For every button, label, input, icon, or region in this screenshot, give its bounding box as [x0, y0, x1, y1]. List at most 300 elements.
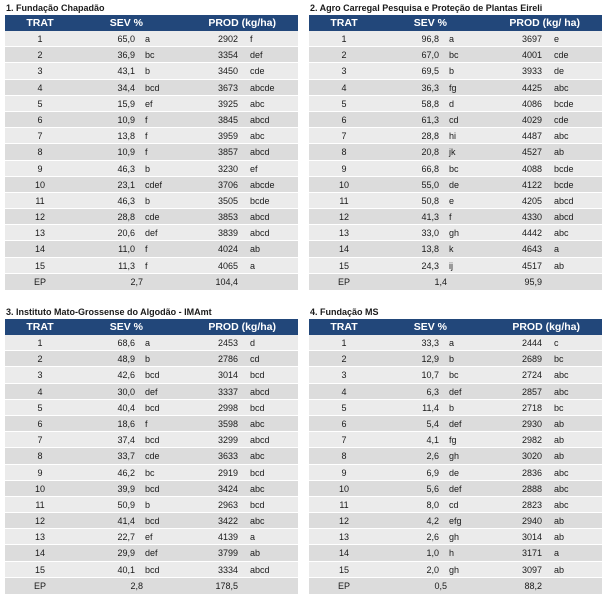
table-row [5, 128, 298, 144]
header-trat: TRAT [330, 321, 358, 333]
panel-title: 3. Instituto Mato-Grossense do Algodão - IMAmt [6, 307, 212, 317]
ep-sev: 2,7 [130, 276, 143, 287]
prod-letters-cell: a [554, 244, 560, 255]
prod-cell: 4122 [521, 179, 542, 190]
trat-cell: 13 [338, 532, 349, 543]
ep-prod: 88,2 [524, 580, 542, 591]
prod-letters-cell: abc [250, 451, 265, 462]
sev-letters-cell: def [449, 418, 462, 429]
prod-letters-cell: ab [250, 548, 261, 559]
sev-letters-cell: cd [449, 499, 459, 510]
sev-cell: 29,9 [117, 548, 135, 559]
trat-cell: 1 [37, 34, 43, 44]
table-row [309, 481, 602, 497]
sev-cell: 43,1 [117, 66, 135, 77]
prod-letters-cell: abcd [250, 114, 270, 125]
trat-cell: 12 [34, 212, 45, 223]
prod-letters-cell: abc [554, 483, 569, 494]
table-header [5, 15, 298, 31]
trat-cell: 3 [341, 370, 347, 381]
prod-cell: 4517 [521, 260, 542, 271]
table-row [5, 448, 298, 464]
prod-letters-cell: abcde [250, 82, 275, 93]
header-trat: TRAT [26, 17, 54, 29]
sev-cell: 30,0 [117, 386, 135, 397]
sev-letters-cell: fg [449, 82, 457, 93]
prod-letters-cell: d [250, 338, 256, 348]
sev-cell: 46,2 [117, 467, 135, 478]
sev-letters-cell: f [145, 131, 148, 142]
prod-cell: 2888 [521, 483, 542, 494]
trat-cell: 8 [37, 451, 43, 462]
prod-letters-cell: abc [554, 467, 569, 478]
prod-cell: 3450 [217, 66, 238, 77]
sev-cell: 40,1 [117, 564, 135, 575]
prod-cell: 3014 [521, 532, 542, 543]
ep-label: EP [337, 580, 350, 591]
prod-cell: 3633 [217, 451, 238, 462]
table-row [309, 400, 602, 416]
trat-cell: 9 [37, 163, 43, 174]
table-row [309, 432, 602, 448]
sev-letters-cell: ij [449, 260, 453, 271]
prod-letters-cell: abc [250, 98, 265, 109]
sev-cell: 4,1 [426, 435, 439, 446]
sev-letters-cell: def [145, 548, 158, 559]
prod-letters-cell: abc [554, 499, 569, 510]
sev-letters-cell: b [145, 499, 151, 510]
prod-cell: 2902 [217, 34, 238, 44]
sev-letters-cell: b [145, 66, 151, 77]
sev-letters-cell: de [449, 179, 460, 190]
table-row [5, 258, 298, 274]
table-row [309, 384, 602, 400]
sev-letters-cell: bcd [145, 370, 160, 381]
trat-cell: 4 [37, 82, 43, 93]
table-body [309, 31, 602, 274]
prod-letters-cell: ab [554, 260, 565, 271]
prod-cell: 4086 [521, 98, 542, 109]
prod-letters-cell: abc [554, 386, 569, 397]
sev-letters-cell: b [449, 354, 455, 365]
trat-cell: 14 [34, 548, 45, 559]
sev-cell: 46,3 [117, 163, 135, 174]
sev-cell: 11,0 [118, 244, 135, 255]
sev-cell: 46,3 [117, 195, 135, 206]
ep-sev: 2,8 [130, 580, 143, 591]
sev-letters-cell: hi [449, 131, 457, 142]
prod-letters-cell: ab [554, 451, 565, 462]
trat-cell: 11 [35, 195, 45, 206]
table-row [5, 177, 298, 193]
sev-cell: 50,8 [421, 195, 439, 206]
trat-cell: 4 [341, 82, 347, 93]
table-header [309, 15, 602, 31]
trat-cell: 11 [339, 499, 349, 510]
sev-cell: 55,0 [421, 179, 439, 190]
sev-cell: 2,6 [426, 451, 439, 462]
sev-letters-cell: de [449, 467, 460, 478]
sev-cell: 39,9 [117, 483, 135, 494]
table-row [309, 448, 602, 464]
prod-cell: 3299 [217, 435, 238, 446]
sev-cell: 11,4 [422, 402, 439, 413]
table-row [309, 144, 602, 160]
sev-letters-cell: bcd [145, 564, 160, 575]
table-header [5, 319, 298, 335]
prod-cell: 4029 [521, 114, 542, 125]
sev-letters-cell: bcd [145, 435, 160, 446]
sev-letters-cell: ef [145, 98, 153, 109]
prod-letters-cell: a [554, 548, 560, 559]
results-table [309, 15, 602, 290]
prod-letters-cell: abc [250, 131, 265, 142]
table-row [309, 513, 602, 529]
sev-letters-cell: bcd [145, 402, 160, 413]
trat-cell: 9 [341, 163, 347, 174]
table-row [309, 128, 602, 144]
sev-cell: 28,8 [117, 212, 135, 223]
trat-cell: 6 [37, 418, 43, 429]
table-row [309, 112, 602, 128]
prod-cell: 2689 [521, 354, 542, 365]
prod-cell: 4001 [521, 50, 542, 61]
sev-cell: 5,4 [426, 418, 439, 429]
prod-cell: 4330 [521, 212, 542, 223]
trat-cell: 6 [341, 114, 347, 125]
prod-cell: 3337 [217, 386, 238, 397]
sev-cell: 13,8 [421, 244, 439, 255]
table-row [309, 465, 602, 481]
trat-cell: 13 [34, 228, 45, 239]
sev-cell: 36,3 [421, 82, 439, 93]
sev-letters-cell: gh [449, 564, 460, 575]
trat-cell: 5 [37, 402, 43, 413]
prod-letters-cell: ab [250, 244, 261, 255]
prod-letters-cell: abcd [250, 212, 270, 223]
trat-cell: 4 [37, 386, 43, 397]
sev-letters-cell: b [145, 354, 151, 365]
results-table [5, 15, 298, 290]
sev-cell: 28,8 [421, 131, 439, 142]
ep-label: EP [33, 276, 46, 287]
trat-cell: 14 [338, 548, 349, 559]
sev-letters-cell: bc [145, 50, 155, 61]
panel-fundacao-ms [309, 306, 602, 594]
trat-cell: 12 [34, 516, 45, 527]
table-row [309, 161, 602, 177]
results-table [5, 319, 298, 594]
prod-cell: 2823 [521, 499, 542, 510]
prod-cell: 3925 [217, 98, 238, 109]
prod-letters-cell: c [554, 338, 559, 348]
prod-letters-cell: abcd [250, 147, 270, 158]
table-row [309, 63, 602, 79]
sev-cell: 10,9 [117, 147, 135, 158]
sev-cell: 36,9 [117, 50, 135, 61]
ep-prod: 95,9 [524, 276, 542, 287]
trat-cell: 10 [34, 179, 45, 190]
table-row [5, 432, 298, 448]
prod-letters-cell: bcd [250, 370, 265, 381]
trat-cell: 7 [341, 435, 347, 446]
prod-letters-cell: bcde [554, 98, 574, 109]
sev-cell: 6,9 [426, 467, 439, 478]
prod-letters-cell: de [554, 66, 565, 77]
sev-cell: 8,0 [426, 499, 439, 510]
sev-cell: 5,6 [426, 483, 439, 494]
panel-title: 4. Fundação MS [310, 307, 379, 317]
panel-title: 2. Agro Carregal Pesquisa e Proteção de Plantas Eireli [310, 3, 543, 13]
trat-cell: 7 [37, 435, 43, 446]
table-row [5, 351, 298, 367]
trat-cell: 15 [338, 564, 349, 575]
table-row [309, 367, 602, 383]
header-trat: TRAT [26, 321, 54, 333]
table-row [5, 416, 298, 432]
prod-cell: 2930 [521, 418, 542, 429]
sev-cell: 20,8 [421, 147, 439, 158]
prod-cell: 4487 [521, 131, 542, 142]
sev-letters-cell: bc [449, 50, 459, 61]
sev-letters-cell: f [145, 114, 148, 125]
sev-letters-cell: gh [449, 228, 460, 239]
trat-cell: 15 [34, 260, 45, 271]
sev-letters-cell: k [449, 244, 454, 255]
prod-letters-cell: abcd [554, 195, 574, 206]
sev-letters-cell: e [449, 195, 455, 206]
prod-letters-cell: ef [250, 163, 258, 174]
prod-cell: 2724 [521, 370, 542, 381]
prod-cell: 4088 [521, 163, 542, 174]
sev-letters-cell: cde [145, 451, 160, 462]
header-prod: PROD (kg/ha) [208, 321, 276, 333]
prod-letters-cell: abc [554, 228, 569, 239]
table-row [5, 529, 298, 545]
sev-cell: 23,1 [117, 179, 135, 190]
prod-cell: 2444 [521, 338, 542, 348]
trat-cell: 6 [37, 114, 43, 125]
prod-letters-cell: abc [554, 131, 569, 142]
prod-letters-cell: cde [554, 114, 569, 125]
prod-cell: 3697 [521, 34, 542, 44]
ep-label: EP [337, 276, 350, 287]
table-row [309, 258, 602, 274]
table-row [5, 112, 298, 128]
sev-letters-cell: def [145, 228, 158, 239]
sev-cell: 24,3 [421, 260, 439, 271]
sev-cell: 22,7 [117, 532, 135, 543]
prod-cell: 3230 [217, 163, 238, 174]
sev-cell: 40,4 [117, 402, 135, 413]
sev-letters-cell: a [145, 34, 151, 44]
sev-cell: 58,8 [421, 98, 439, 109]
trat-cell: 8 [37, 147, 43, 158]
prod-letters-cell: abcd [250, 435, 270, 446]
table-row [5, 335, 298, 351]
sev-letters-cell: fg [449, 435, 457, 446]
trat-cell: 1 [341, 34, 347, 44]
table-row [309, 562, 602, 578]
table-row [5, 384, 298, 400]
prod-cell: 2919 [217, 467, 238, 478]
header-sev: SEV % [109, 17, 143, 29]
header-trat: TRAT [330, 17, 358, 29]
table-row [5, 545, 298, 561]
prod-letters-cell: bcde [554, 179, 574, 190]
table-body [5, 31, 298, 274]
ep-prod: 104,4 [215, 276, 238, 287]
trat-cell: 2 [37, 354, 43, 365]
trat-cell: 1 [37, 338, 43, 348]
table-row [5, 400, 298, 416]
table-row [5, 209, 298, 225]
trat-cell: 7 [341, 131, 347, 142]
table-row [5, 481, 298, 497]
panel-fundacao-chapadao [5, 2, 298, 290]
prod-cell: 4527 [521, 147, 542, 158]
table-row [5, 161, 298, 177]
sev-cell: 67,0 [421, 50, 439, 61]
prod-cell: 4139 [217, 532, 238, 543]
table-row [309, 96, 602, 112]
trat-cell: 13 [338, 228, 349, 239]
prod-letters-cell: cde [250, 66, 265, 77]
sev-cell: 69,5 [421, 66, 439, 77]
prod-cell: 3097 [521, 564, 542, 575]
trat-cell: 10 [338, 483, 349, 494]
table-row [309, 241, 602, 257]
sev-letters-cell: d [449, 98, 455, 109]
prod-letters-cell: ab [554, 516, 565, 527]
sev-cell: 66,8 [421, 163, 439, 174]
prod-letters-cell: abc [250, 418, 265, 429]
sev-letters-cell: b [145, 195, 151, 206]
sev-letters-cell: a [145, 338, 151, 348]
trat-cell: 12 [338, 212, 349, 223]
trat-cell: 9 [37, 467, 43, 478]
prod-letters-cell: ab [554, 435, 565, 446]
sev-cell: 6,3 [426, 386, 439, 397]
header-sev: SEV % [413, 321, 447, 333]
table-row [309, 416, 602, 432]
trat-cell: 11 [35, 499, 45, 510]
sev-letters-cell: f [145, 418, 148, 429]
prod-letters-cell: abc [554, 82, 569, 93]
prod-cell: 4442 [521, 228, 542, 239]
prod-cell: 3422 [217, 516, 238, 527]
prod-letters-cell: cd [250, 354, 260, 365]
prod-letters-cell: bcde [554, 163, 574, 174]
prod-cell: 3845 [217, 114, 238, 125]
sev-letters-cell: gh [449, 451, 460, 462]
trat-cell: 4 [341, 386, 347, 397]
prod-letters-cell: abcd [250, 386, 270, 397]
prod-letters-cell: bc [554, 402, 564, 413]
sev-letters-cell: def [145, 386, 158, 397]
prod-letters-cell: e [554, 34, 560, 44]
table-header [309, 319, 602, 335]
table-row [309, 545, 602, 561]
prod-cell: 3706 [217, 179, 238, 190]
sev-cell: 10,9 [117, 114, 135, 125]
sev-cell: 10,7 [421, 370, 439, 381]
sev-cell: 1,0 [426, 548, 439, 559]
prod-cell: 2836 [521, 467, 542, 478]
sev-letters-cell: b [449, 66, 455, 77]
prod-cell: 3857 [217, 147, 238, 158]
trat-cell: 7 [37, 131, 43, 142]
sev-letters-cell: bc [449, 163, 459, 174]
trat-cell: 3 [341, 66, 347, 77]
sev-cell: 33,0 [421, 228, 439, 239]
table-row [309, 497, 602, 513]
prod-cell: 3334 [217, 564, 238, 575]
trat-cell: 6 [341, 418, 347, 429]
sev-cell: 12,9 [421, 354, 439, 365]
panel-agro-carregal [309, 2, 602, 290]
prod-cell: 4643 [521, 244, 542, 255]
sev-letters-cell: f [145, 260, 148, 271]
trat-cell: 3 [37, 370, 43, 381]
prod-letters-cell: bcde [250, 195, 270, 206]
trat-cell: 14 [338, 244, 349, 255]
trat-cell: 10 [338, 179, 349, 190]
results-table [309, 319, 602, 594]
sev-letters-cell: def [449, 386, 462, 397]
trat-cell: 2 [37, 50, 43, 61]
sev-letters-cell: f [449, 212, 452, 223]
table-row [5, 367, 298, 383]
table-row [5, 31, 298, 47]
prod-letters-cell: abcd [250, 228, 270, 239]
sev-letters-cell: ef [145, 532, 153, 543]
prod-letters-cell: a [250, 260, 256, 271]
prod-cell: 2786 [217, 354, 238, 365]
sev-cell: 68,6 [117, 338, 135, 348]
trat-cell: 8 [341, 451, 347, 462]
table-row [309, 31, 602, 47]
sev-letters-cell: def [449, 483, 462, 494]
prod-letters-cell: abcd [554, 212, 574, 223]
table-row [309, 529, 602, 545]
trat-cell: 14 [34, 244, 45, 255]
ep-row [309, 578, 602, 594]
prod-letters-cell: bc [554, 354, 564, 365]
prod-cell: 3598 [217, 418, 238, 429]
prod-letters-cell: abc [554, 370, 569, 381]
prod-cell: 3014 [217, 370, 238, 381]
sev-cell: 50,9 [117, 499, 135, 510]
table-row [5, 513, 298, 529]
table-row [309, 209, 602, 225]
prod-letters-cell: ab [554, 532, 565, 543]
table-row [309, 225, 602, 241]
prod-letters-cell: f [250, 34, 253, 44]
ep-prod: 178,5 [215, 580, 238, 591]
sev-letters-cell: cd [449, 114, 459, 125]
sev-cell: 37,4 [117, 435, 135, 446]
table-body [309, 335, 602, 578]
prod-letters-cell: ab [554, 564, 565, 575]
trat-cell: 5 [341, 98, 347, 109]
trat-cell: 10 [34, 483, 45, 494]
prod-letters-cell: abc [250, 516, 265, 527]
prod-cell: 2963 [217, 499, 238, 510]
sev-cell: 11,3 [118, 260, 135, 271]
ep-sev: 1,4 [434, 276, 447, 287]
table-row [5, 225, 298, 241]
